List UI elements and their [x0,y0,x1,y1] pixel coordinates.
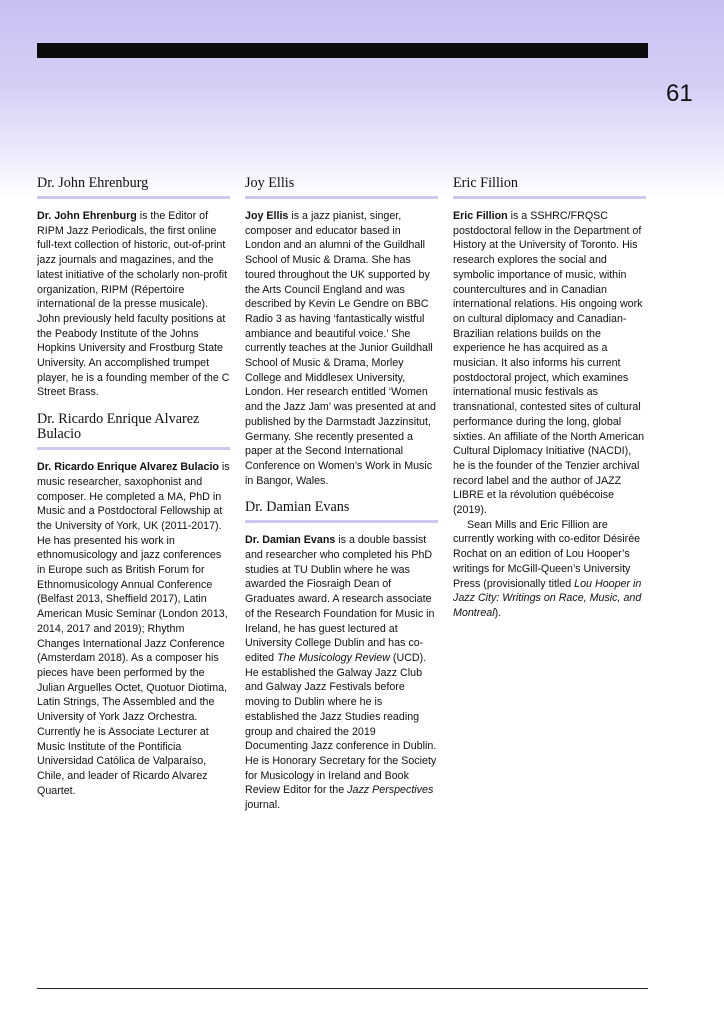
column-3 [453,176,646,621]
bio-text: is music researcher, saxophonist and composer. He completed a MA, PhD in Music and a Postdoctoral Fellowship at the University of York, UK (2011-2017). He has presented his work in ethnomusicology and jazz conferences in Europe such as British Forum for Ethnomusicology Annual Conference (Belfast 2013, Sheffield 2017), Latin American Music Seminar (London 2013, 2014, 2017 and 2019); Rhythm Changes International Jazz Conference (Amsterdam 2018). As a composer his pieces have been performed by the Julian Arguelles Octet, Quotuor Diotima, Latin Strings, The Assembled and the University of York Jazz Orchestra. Currently he is Associate Lecturer at Music Institute of the Pontificia Universidad Católica de Valparaíso, Chile, and leader of Ricardo Alvarez Quartet. [37,461,230,797]
bio-name: Joy Ellis [245,210,289,222]
footer-rule [37,988,648,989]
bio-text: is the Editor of RIPM Jazz Periodicals, the first online full-text collection of historic, out-of-print jazz journals and magazines, and the latest initiative of the scholarly non-profit organization, RIPM (Répertoire international de la presse musicale). John previously held faculty positions at the Peabody Institute of the Johns Hopkins University and Frostburg State University. An accomplished trumpet player, he is a founding member of the C Street Brass. [37,210,230,399]
heading-ellis: Joy Ellis [245,176,438,199]
bio-text: is a double bassist and researcher who completed his PhD studies at TU Dublin where he was awarded the Fiosraigh Dean of Graduates award. A research associate of the Research Foundation for Music in Ireland, he has guest lectured at University College Dublin and has co-edited [245,534,435,664]
bio-text: is a jazz pianist, singer, composer and educator based in London and an alumni of the Guildhall School of Music & Drama. She has toured throughout the UK supported by the Arts Council England and was described by Kevin Le Gendre on BBC Radio 3 as having ‘fantastically wistful ambiance and beautiful voice.’ She currently teaches at the Junior Guildhall School of Music & Drama, Morley College and Middlesex University, London. Her research entitled ‘Women and the Jazz Jam’ was presented at and published by the Darmstadt Jazzinsitut, Germany. She recently presented a paper at the Second International Conference on Women’s Work in Music in Bangor, Wales. [245,210,436,487]
bio-name: Dr. Ricardo Enrique Alvarez Bulacio [37,461,219,474]
column-2 [245,176,438,813]
heading-alvarez: Dr. Ricardo Enrique Alvarez Bulacio [37,412,230,450]
heading-fillion: Eric Fillion [453,176,646,199]
page-number: 61 [666,80,693,107]
bio-ellis [245,209,438,488]
bio-italic-title: Jazz Perspectives [347,784,434,797]
bio-text: Sean Mills and Eric Fillion are currently working with co-editor Désirée Rochat on an edition of Lou Hooper’s writings for McGill-Queen’s University Press (provisionally titled [453,518,641,590]
bio-text: ). [494,606,502,619]
bio-name: Eric Fillion [453,210,508,222]
bio-name: Dr. John Ehrenburg [37,210,137,222]
bio-alvarez [37,460,230,798]
heading-evans: Dr. Damian Evans [245,500,438,523]
bio-ehrenburg [37,209,230,400]
bio-text: journal. [245,799,281,812]
bio-evans [245,533,438,812]
header-gradient [0,0,724,200]
header-bar [37,43,648,58]
bio-name: Dr. Damian Evans [245,534,336,547]
bio-italic-title: Lou Hooper in Jazz City: Writings on Race, Music, and Montreal [453,577,642,619]
bio-fillion [453,209,646,518]
bio-text: (UCD). He established the Galway Jazz Club and Galway Jazz Festivals before moving to Dublin where he is established the Jazz Studies reading group and chaired the 2019 Documenting Jazz conference in Dublin. He is Honorary Secretary for the Society for Musicology in Ireland and Book Review Editor for the [245,651,437,797]
column-1 [37,176,230,798]
bio-italic-title: The Musicology Review [277,651,390,664]
bio-text: is a SSHRC/FRQSC postdoctoral fellow in the Department of History at the University of Toronto. His research explores the social and symbolic importance of music, within countercultures and in Canadian international relations. His ongoing work on cultural diplomacy and Canadian-Brazilian relations builds on the experience he has acquired as a musician. It also informs his current postdoctoral project, which examines international music festivals as transnational, contested sites of cultural performance during the long, global sixties. An affiliate of the North American Cultural Diplomacy Initiative (NACDI), he is the founder of the Tenzier archival record label and the author of JAZZ LIBRE et la révolution québécoise (2019). [453,210,645,517]
bio-fillion-paragraph-2 [453,518,646,621]
heading-ehrenburg: Dr. John Ehrenburg [37,176,230,199]
